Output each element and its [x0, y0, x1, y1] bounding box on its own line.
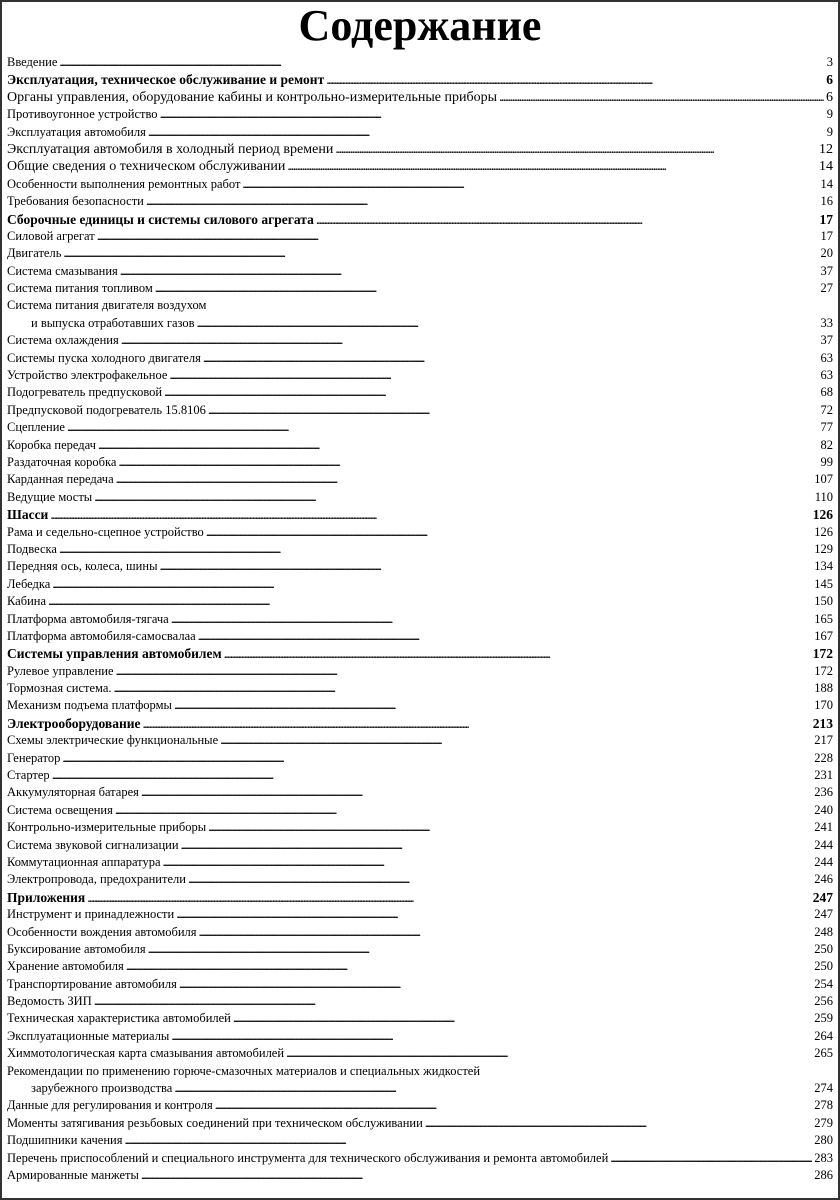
toc-entry-page: 240: [814, 802, 833, 817]
toc-entry-page: 110: [814, 489, 833, 504]
toc-entry-title: Сборочные единицы и системы силового агрегата: [7, 211, 314, 227]
toc-entry-page: 250: [814, 941, 833, 956]
toc-entry-page: 33: [820, 315, 833, 330]
toc-entry-title: Ведомость ЗИП: [7, 994, 92, 1009]
toc-entry-title: Хранение автомобиля: [7, 959, 124, 974]
toc-entry-page: 126: [812, 507, 833, 523]
dot-leader: [163, 854, 813, 871]
toc-entry-title: Коммутационная аппаратура: [7, 854, 161, 869]
dot-leader: [120, 263, 819, 280]
dot-leader: [316, 211, 818, 228]
toc-entry-page: 213: [812, 715, 833, 731]
toc-entry[interactable]: [7, 506, 833, 523]
dot-leader: [425, 1115, 812, 1132]
toc-entry-page: 16: [820, 194, 833, 209]
toc-entry[interactable]: [7, 193, 833, 210]
dot-leader: [174, 1080, 812, 1097]
dot-leader: [59, 54, 824, 71]
dot-leader: [179, 976, 812, 993]
toc-entry-page: 246: [814, 872, 833, 887]
dot-leader: [171, 611, 813, 628]
toc-entry-page: 17: [820, 228, 833, 243]
toc-entry-page: 37: [820, 263, 833, 278]
dot-leader: [176, 906, 812, 923]
dot-leader: [286, 1045, 812, 1062]
toc-entry-page: 265: [814, 1046, 833, 1061]
dot-leader: [499, 89, 824, 106]
dot-leader: [220, 732, 812, 749]
dot-leader: [164, 384, 818, 401]
toc-entry[interactable]: [7, 871, 833, 888]
toc-entry-page: 280: [814, 1133, 833, 1148]
toc-entry[interactable]: [7, 663, 833, 680]
toc-entry-title: Раздаточная коробка: [7, 454, 117, 469]
dot-leader: [287, 158, 817, 175]
toc-entry[interactable]: [7, 767, 833, 784]
toc-entry-page: 99: [820, 454, 833, 469]
dot-leader: [215, 1097, 813, 1114]
toc-entry[interactable]: [7, 1132, 833, 1149]
toc-entry[interactable]: [7, 124, 833, 141]
toc-entry-title: Аккумуляторная батарея: [7, 785, 139, 800]
dot-leader: [94, 993, 813, 1010]
toc-entry-title: и выпуска отработавших газов: [31, 315, 195, 330]
toc-entry-page: 188: [814, 681, 833, 696]
toc-entry[interactable]: [7, 889, 833, 906]
toc-entry-title: Химмотологическая карта смазывания автомобилей: [7, 1046, 285, 1061]
toc-entry[interactable]: [7, 524, 833, 541]
toc-entry-title: Введение: [7, 55, 58, 69]
toc-entry[interactable]: [7, 228, 833, 245]
toc-entry-title: Армированные манжеты: [7, 1168, 139, 1182]
dot-leader: [146, 193, 819, 210]
dot-leader: [52, 767, 813, 784]
toc-entry-title: Инструмент и принадлежности: [7, 907, 175, 922]
toc-entry[interactable]: [7, 106, 833, 123]
toc-entry-page: 254: [814, 976, 833, 991]
toc-entry[interactable]: [7, 419, 833, 436]
toc-entry-page: 145: [814, 576, 833, 591]
dot-leader: [610, 1150, 812, 1167]
toc-entry[interactable]: [7, 1045, 833, 1062]
toc-entry[interactable]: [7, 315, 833, 332]
toc-entry-page: 279: [814, 1115, 833, 1130]
toc-entry-page: 6: [826, 72, 833, 88]
dot-leader: [114, 680, 813, 697]
toc-entry-title: Кабина: [7, 594, 47, 609]
toc-entry-title: Схемы электрические функциональные: [7, 733, 219, 748]
dot-leader: [224, 645, 811, 662]
toc-entry[interactable]: [7, 489, 833, 506]
dot-leader: [181, 837, 813, 854]
dot-leader: [159, 558, 812, 575]
toc-entry-page: 170: [814, 698, 833, 713]
toc-entry-page: 274: [814, 1081, 833, 1096]
toc-entry[interactable]: [7, 437, 833, 454]
toc-entry-title: Механизм подъема платформы: [7, 698, 172, 713]
toc-entry-title: Электропровода, предохранители: [7, 872, 186, 887]
toc-entry-title: Коробка передач: [7, 437, 96, 452]
toc-entry-page: 72: [820, 402, 833, 417]
toc-entry[interactable]: [7, 541, 833, 558]
dot-leader: [126, 958, 812, 975]
toc-entry-page: 37: [820, 333, 833, 348]
toc-entry-title: Стартер: [7, 768, 50, 783]
toc-entry[interactable]: [7, 593, 833, 610]
toc-entry-page: 250: [814, 959, 833, 974]
dot-leader: [115, 802, 812, 819]
dot-leader: [59, 541, 812, 558]
toc-entry[interactable]: [7, 89, 833, 106]
toc-entry-page: 248: [814, 924, 833, 939]
dot-leader: [197, 315, 819, 332]
table-of-contents: [7, 54, 833, 1194]
toc-entry[interactable]: [7, 280, 833, 297]
toc-entry-title: Контрольно-измерительные приборы: [7, 820, 207, 835]
toc-entry-page: 14: [820, 176, 833, 191]
toc-entry-title: Платформа автомобиля-тягача: [7, 611, 169, 626]
toc-entry[interactable]: [7, 54, 833, 71]
toc-entry-page: 167: [814, 628, 833, 643]
toc-entry[interactable]: [7, 471, 833, 488]
toc-entry-title: Эксплуатационные материалы: [7, 1028, 170, 1043]
toc-entry[interactable]: [7, 750, 833, 767]
toc-entry-title: Система питания двигателя воздухом: [7, 298, 207, 313]
dot-leader: [208, 402, 819, 419]
toc-entry-page: 217: [814, 733, 833, 748]
toc-entry[interactable]: [7, 367, 833, 384]
toc-entry-page: 172: [814, 663, 833, 678]
toc-entry-page: 264: [814, 1028, 833, 1043]
toc-entry[interactable]: [7, 941, 833, 958]
toc-entry[interactable]: [7, 611, 833, 628]
toc-entry-title: Передняя ось, колеса, шины: [7, 559, 158, 574]
toc-entry-page: 283: [814, 1150, 833, 1165]
toc-entry-title: Предпусковой подогреватель 15.8106: [7, 402, 206, 417]
dot-leader: [148, 941, 813, 958]
toc-entry-title: Общие сведения о техническом обслуживании: [7, 159, 286, 175]
toc-entry-title: Эксплуатация автомобиля в холодный период времени: [7, 141, 334, 157]
toc-entry-page: 107: [814, 472, 833, 487]
toc-entry-page: 286: [814, 1168, 833, 1182]
toc-entry-page: 14: [819, 159, 833, 175]
toc-entry[interactable]: [7, 976, 833, 993]
toc-entry-title: Моменты затягивания резьбовых соединений при техническом обслуживании: [7, 1115, 423, 1130]
dot-leader: [203, 350, 819, 367]
dot-leader: [63, 245, 818, 262]
dot-leader: [155, 280, 819, 297]
toc-entry-title: Рама и седельно-сцепное устройство: [7, 524, 204, 539]
toc-entry-title: Система звуковой сигнализации: [7, 837, 179, 852]
dot-leader: [94, 489, 813, 506]
toc-entry[interactable]: [7, 263, 833, 280]
toc-entry-title: Органы управления, оборудование кабины и контрольно-измерительные приборы: [7, 89, 497, 105]
dot-leader: [118, 454, 818, 471]
toc-entry-title: Буксирование автомобиля: [7, 941, 146, 956]
toc-entry[interactable]: [7, 628, 833, 645]
toc-entry[interactable]: [7, 645, 833, 662]
toc-entry-page: 165: [814, 611, 833, 626]
dot-leader: [233, 1010, 812, 1027]
toc-entry-page: 3: [826, 55, 833, 69]
toc-entry-title: Генератор: [7, 750, 61, 765]
toc-entry-page: 244: [814, 837, 833, 852]
toc-entry-page: 129: [814, 541, 833, 556]
toc-entry-title: Сцепление: [7, 420, 65, 435]
toc-entry-title: Рулевое управление: [7, 663, 114, 678]
toc-entry[interactable]: [7, 297, 833, 314]
toc-entry-page: 278: [814, 1098, 833, 1113]
toc-entry-title: Подогреватель предпусковой: [7, 385, 163, 400]
toc-entry-page: 134: [814, 559, 833, 574]
toc-entry[interactable]: [7, 1080, 833, 1097]
toc-entry[interactable]: [7, 715, 833, 732]
toc-entry-page: 247: [812, 889, 833, 905]
dot-leader: [67, 419, 819, 436]
toc-entry[interactable]: [7, 837, 833, 854]
toc-entry[interactable]: [7, 245, 833, 262]
toc-entry[interactable]: [7, 176, 833, 193]
toc-entry-title: Приложения: [7, 889, 86, 905]
toc-entry[interactable]: [7, 958, 833, 975]
toc-entry[interactable]: [7, 1167, 833, 1184]
toc-entry[interactable]: [7, 697, 833, 714]
toc-entry-title: Устройство электрофакельное: [7, 368, 168, 383]
toc-entry[interactable]: [7, 732, 833, 749]
toc-entry-page: 228: [814, 750, 833, 765]
toc-entry[interactable]: [7, 1097, 833, 1114]
toc-entry-title: Транспортирование автомобиля: [7, 976, 177, 991]
toc-entry[interactable]: [7, 158, 833, 175]
dot-leader: [335, 141, 817, 158]
dot-leader: [198, 628, 813, 645]
toc-entry-page: 247: [814, 907, 833, 922]
toc-entry-title: Шасси: [7, 507, 49, 523]
dot-leader: [143, 715, 811, 732]
toc-entry-title: Особенности вождения автомобиля: [7, 924, 197, 939]
toc-entry-title: Подвеска: [7, 541, 57, 556]
toc-entry[interactable]: [7, 576, 833, 593]
toc-entry-page: 259: [814, 1011, 833, 1026]
toc-entry[interactable]: [7, 1115, 833, 1132]
toc-entry[interactable]: [7, 819, 833, 836]
toc-entry[interactable]: [7, 558, 833, 575]
toc-entry-title: Система охлаждения: [7, 333, 119, 348]
dot-leader: [124, 1132, 812, 1149]
toc-entry-title: Тормозная система.: [7, 681, 112, 696]
toc-entry-title: Платформа автомобиля-самосвалаа: [7, 628, 196, 643]
dot-leader: [97, 228, 819, 245]
dot-leader: [87, 889, 811, 906]
dot-leader: [48, 593, 812, 610]
toc-entry-page: 231: [814, 768, 833, 783]
toc-entry-title: Лебедка: [7, 576, 51, 591]
toc-entry-title: Системы пуска холодного двигателя: [7, 350, 201, 365]
dot-leader: [141, 784, 812, 801]
toc-entry-title: Ведущие мосты: [7, 489, 93, 504]
toc-entry[interactable]: [7, 924, 833, 941]
toc-entry-page: 244: [814, 854, 833, 869]
toc-entry-title: Особенности выполнения ремонтных работ: [7, 176, 241, 191]
toc-entry[interactable]: [7, 402, 833, 419]
dot-leader: [116, 471, 813, 488]
toc-entry-title: Эксплуатация автомобиля: [7, 124, 146, 139]
dot-leader: [208, 819, 812, 836]
toc-entry-title: Подшипники качения: [7, 1133, 123, 1148]
toc-entry-title: Требования безопасности: [7, 194, 144, 209]
toc-entry-page: 241: [814, 820, 833, 835]
toc-entry-title: Система смазывания: [7, 263, 118, 278]
toc-entry[interactable]: [7, 784, 833, 801]
toc-entry-title: Система освещения: [7, 802, 113, 817]
toc-entry-title: Противоугонное устройство: [7, 107, 158, 122]
toc-entry[interactable]: [7, 1028, 833, 1045]
toc-entry-page: 6: [826, 89, 833, 105]
toc-entry[interactable]: [7, 993, 833, 1010]
dot-leader: [188, 871, 812, 888]
dot-leader: [242, 176, 818, 193]
toc-entry-title: Эксплуатация, техническое обслуживание и ремонт: [7, 72, 325, 88]
dot-leader: [169, 367, 818, 384]
toc-entry-title: Система питания топливом: [7, 281, 153, 296]
dot-leader: [116, 663, 813, 680]
toc-entry-title: Электрооборудование: [7, 715, 141, 731]
dot-leader: [174, 697, 812, 714]
toc-entry-title: Перечень приспособлений и специального инструмента для технического обслуживания и ремонта автомобилей: [7, 1150, 609, 1165]
dot-leader: [171, 1028, 812, 1045]
toc-entry-page: 82: [820, 437, 833, 452]
dot-leader: [326, 71, 824, 88]
toc-entry-page: 63: [820, 368, 833, 383]
dot-leader: [160, 106, 825, 123]
toc-entry-title: Техническая характеристика автомобилей: [7, 1011, 231, 1026]
toc-entry-page: 17: [819, 211, 833, 227]
toc-entry[interactable]: [7, 71, 833, 88]
toc-entry[interactable]: [7, 141, 833, 158]
toc-entry-page: 126: [814, 524, 833, 539]
toc-entry-page: 236: [814, 785, 833, 800]
toc-entry[interactable]: [7, 211, 833, 228]
dot-leader: [98, 437, 819, 454]
dot-leader: [199, 924, 813, 941]
toc-entry-page: 27: [820, 281, 833, 296]
toc-entry[interactable]: [7, 906, 833, 923]
toc-entry-page: 12: [819, 141, 833, 157]
toc-entry-page: 9: [826, 107, 833, 122]
toc-entry[interactable]: [7, 1150, 833, 1167]
toc-entry[interactable]: [7, 350, 833, 367]
toc-entry-title: Карданная передача: [7, 472, 114, 487]
toc-entry-page: 77: [820, 420, 833, 435]
toc-entry-title: Двигатель: [7, 246, 62, 261]
toc-entry-page: 9: [826, 124, 833, 139]
toc-entry-page: 150: [814, 594, 833, 609]
dot-leader: [52, 576, 812, 593]
page-title: Содержание: [298, 1, 542, 50]
toc-entry-title: зарубежного производства: [31, 1081, 173, 1096]
toc-entry[interactable]: [7, 384, 833, 401]
dot-leader: [141, 1167, 812, 1184]
toc-entry[interactable]: [7, 332, 833, 349]
toc-entry-title: Рекомендации по применению горюче-смазочных материалов и специальных жидкостей: [7, 1063, 481, 1078]
toc-entry-page: 63: [820, 350, 833, 365]
toc-entry[interactable]: [7, 802, 833, 819]
toc-entry-page: 68: [820, 385, 833, 400]
toc-entry-title: Силовой агрегат: [7, 228, 95, 243]
dot-leader: [148, 124, 825, 141]
toc-entry-page: 256: [814, 994, 833, 1009]
toc-entry-page: 20: [820, 246, 833, 261]
toc-entry[interactable]: [7, 854, 833, 871]
dot-leader: [62, 750, 812, 767]
toc-entry-page: 172: [812, 646, 833, 662]
dot-leader: [50, 506, 810, 523]
toc-entry-title: Системы управления автомобилем: [7, 646, 222, 662]
toc-entry-title: Данные для регулирования и контроля: [7, 1098, 213, 1113]
toc-entry[interactable]: [7, 680, 833, 697]
toc-entry[interactable]: [7, 454, 833, 471]
dot-leader: [206, 524, 812, 541]
toc-entry[interactable]: [7, 1063, 833, 1080]
toc-entry[interactable]: [7, 1010, 833, 1027]
dot-leader: [121, 332, 819, 349]
